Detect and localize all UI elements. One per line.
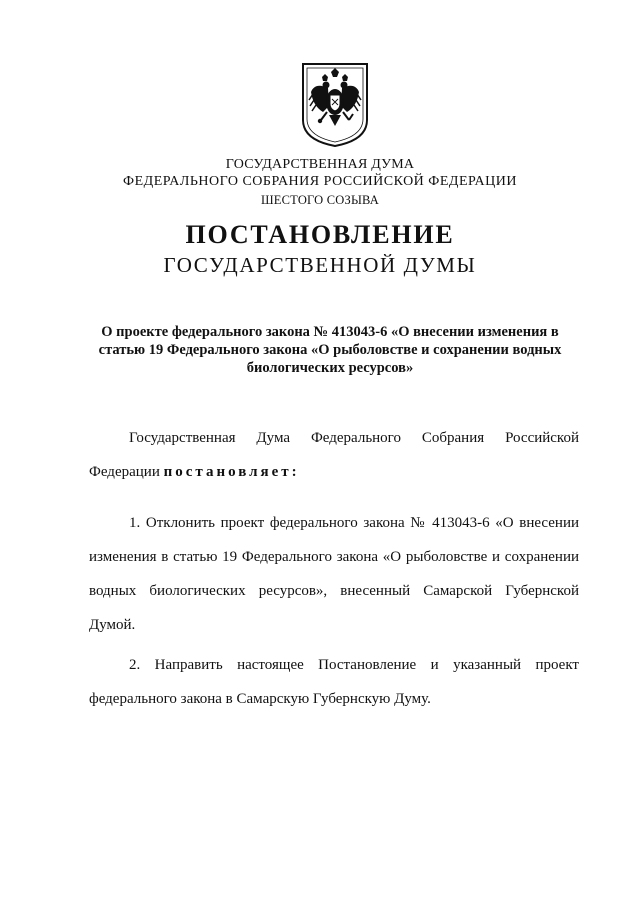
convocation-line: ШЕСТОГО СОЗЫВА xyxy=(260,193,380,207)
preamble-paragraph xyxy=(89,428,579,482)
issuer-line-2: ФЕДЕРАЛЬНОГО СОБРАНИЯ РОССИЙСКОЙ ФЕДЕРАЦИИ xyxy=(123,174,517,189)
preamble-line-1: Государственная Дума Федерального Собрания Российской xyxy=(129,430,579,446)
issuer-line-1: ГОСУДАРСТВЕННАЯ ДУМА xyxy=(225,157,415,172)
subject-line-1: О проекте федерального закона № 413043-6 «О внесении изменения в xyxy=(101,324,559,340)
decides-word: постановляет: xyxy=(163,464,300,480)
item-2-line-2: федерального закона в Самарскую Губернскую Думу. xyxy=(89,691,431,707)
preamble-line-2-start: Федерации xyxy=(89,464,160,480)
coat-of-arms-icon xyxy=(301,62,369,148)
item-1-line-4: Думой. xyxy=(89,617,136,633)
document-subject xyxy=(70,323,590,377)
preamble-line-2 xyxy=(89,462,579,482)
document-title: ПОСТАНОВЛЕНИЕ xyxy=(185,220,455,249)
document-subtitle: ГОСУДАРСТВЕННОЙ ДУМЫ xyxy=(163,253,477,277)
item-1-line-1: 1. Отклонить проект федерального закона № 413043-6 «О внесении xyxy=(129,515,579,531)
subject-line-2: статью 19 Федерального закона «О рыболовстве и сохранении водных xyxy=(98,342,562,358)
item-1-line-3: водных биологических ресурсов», внесенный Самарской Губернской xyxy=(89,583,579,599)
subject-line-3: биологических ресурсов» xyxy=(246,360,414,376)
item-2-paragraph xyxy=(89,655,579,709)
item-2-line-1: 2. Направить настоящее Постановление и указанный проект xyxy=(129,657,579,673)
item-1-paragraph xyxy=(89,513,579,635)
item-1-line-2: изменения в статью 19 Федерального закона «О рыболовстве и сохранении xyxy=(89,549,579,565)
